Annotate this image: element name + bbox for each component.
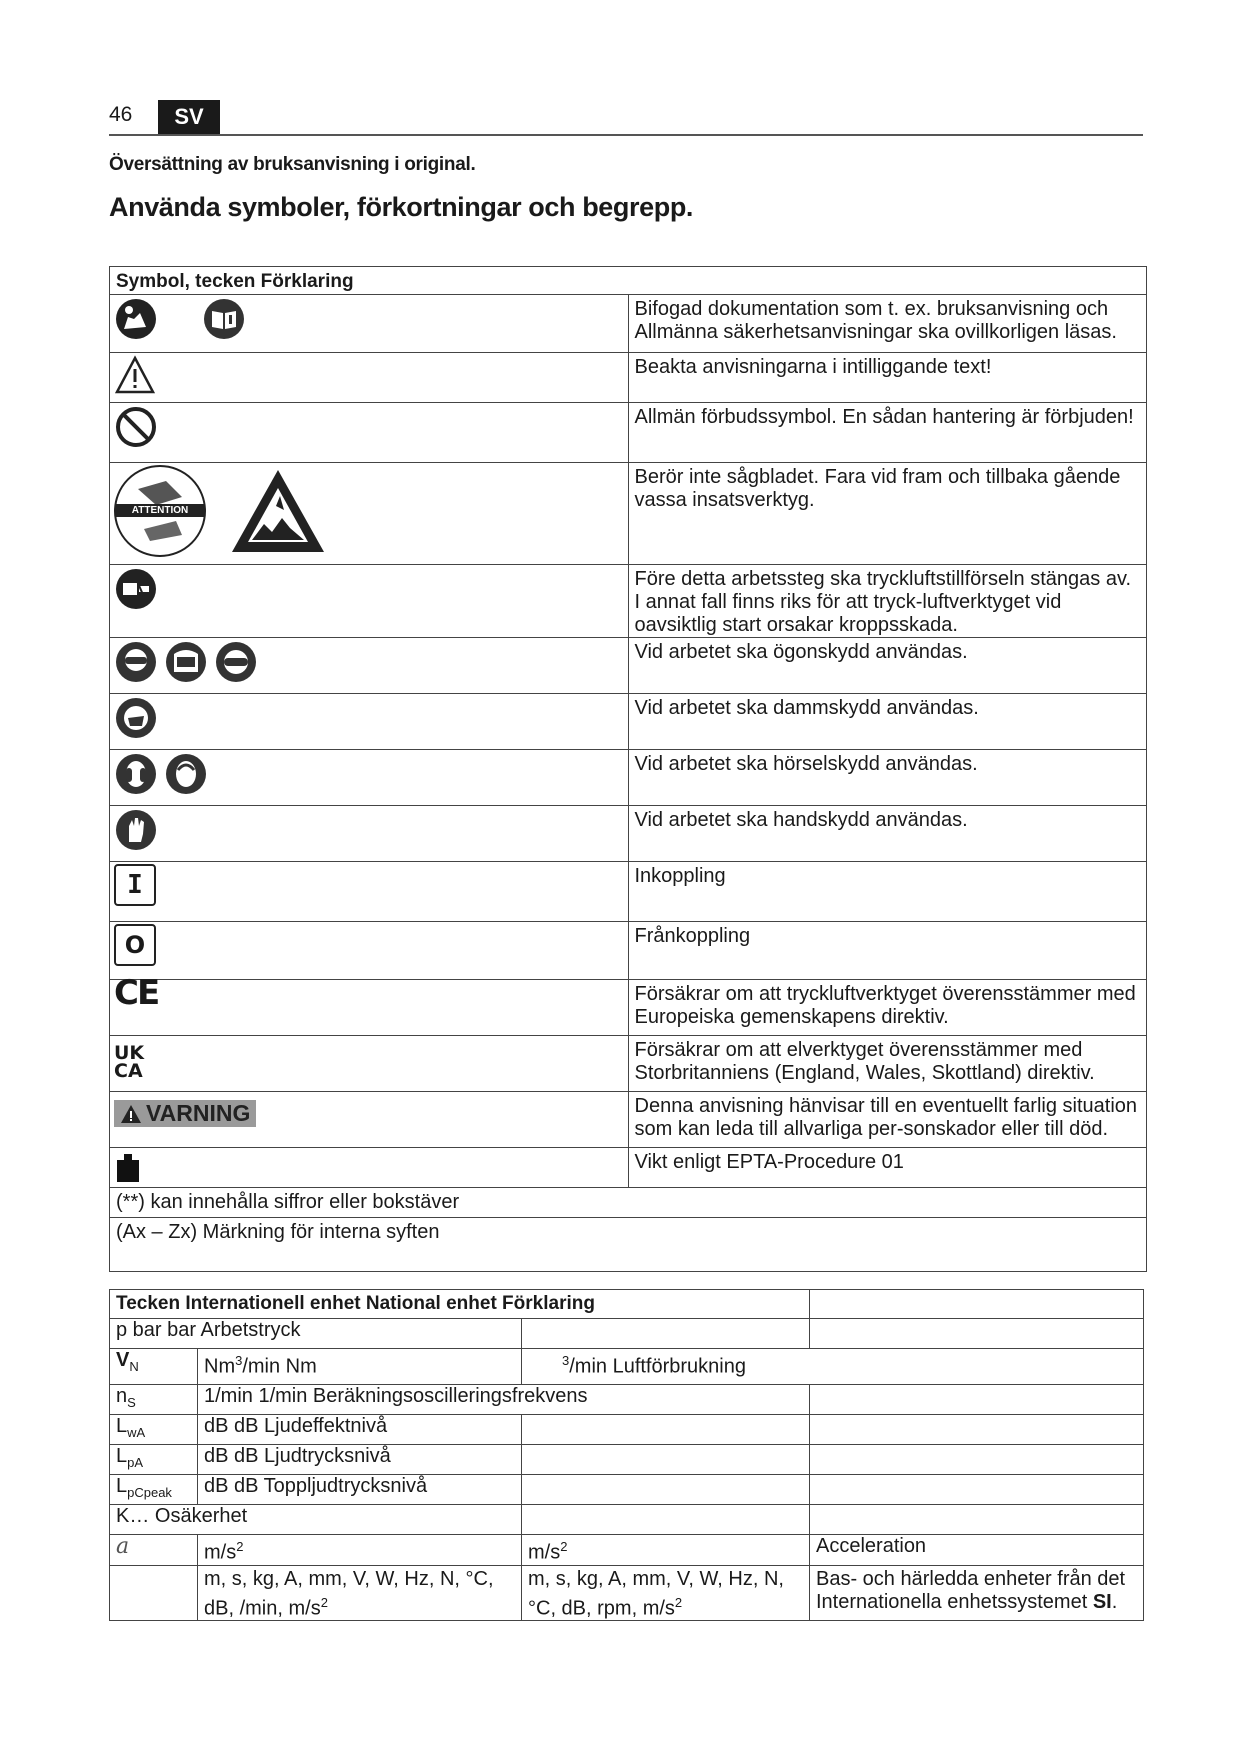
sign: n	[116, 1385, 128, 1407]
table-row	[110, 1535, 1144, 1566]
page-title: Använda symboler, förkortningar och begrepp.	[109, 192, 694, 222]
table-row	[110, 1505, 1144, 1535]
sign: L	[116, 1415, 128, 1437]
goggles-icon	[214, 640, 258, 684]
text: m/s	[204, 1541, 237, 1564]
table-row	[110, 1188, 1147, 1218]
power-off-icon: O	[114, 924, 156, 966]
sign-sub: S	[127, 1395, 136, 1410]
header-rule	[109, 134, 1143, 136]
table-row	[110, 1415, 1144, 1445]
sign-cell	[110, 1535, 198, 1566]
row-description: Beakta anvisningarna i intilliggande text!	[628, 353, 1147, 403]
row-description: Före detta arbetssteg ska tryckluftstillförseln stängas av. I annat fall finns riks för att tryck-luftverktyget vid oavsiktlig start orsakar kroppsskada.	[628, 565, 1147, 638]
intl-unit-cell	[198, 1349, 522, 1385]
sup: 2	[320, 1594, 328, 1610]
sign-sub: pCpeak	[127, 1485, 172, 1500]
symbols-table-header: Symbol, tecken Förklaring	[110, 267, 1147, 295]
ukca-bottom: CA	[114, 1060, 143, 1082]
sign: V	[116, 1349, 130, 1371]
row-description: Vid arbetet ska hörselskydd användas.	[628, 750, 1147, 806]
cutting-hazard-icon	[228, 466, 328, 556]
page-number: 46	[109, 103, 133, 126]
warning-label-text: VARNING	[146, 1100, 251, 1126]
row-description: Vid arbetet ska ögonskydd användas.	[628, 638, 1147, 694]
units-table-header: Tecken Internationell enhet National enhet Förklaring	[110, 1290, 810, 1319]
sup: 3	[235, 1353, 243, 1368]
sign-cell	[110, 1445, 198, 1475]
warning-triangle-icon	[114, 355, 156, 395]
row-description: Vikt enligt EPTA-Procedure 01	[628, 1148, 1147, 1188]
units-table	[109, 1289, 1144, 1621]
table-row	[110, 1148, 1147, 1188]
row-description: Vid arbetet ska handskydd användas.	[628, 806, 1147, 862]
table-row	[110, 1319, 1144, 1349]
explanation-cell: Acceleration	[810, 1535, 1144, 1566]
explanation-cell	[810, 1565, 1144, 1621]
row-uncertainty: K… Osäkerhet	[110, 1505, 522, 1535]
row-text: dB dB Toppljudtrycksnivå	[198, 1475, 522, 1505]
row-description: Försäkrar om att elverktyget överensstämmer med Storbritanniens (England, Wales, Skottland) direktiv.	[628, 1036, 1147, 1092]
table-row	[110, 806, 1147, 862]
ukca-top: UK	[114, 1042, 145, 1064]
intl-unit-cell	[198, 1565, 522, 1621]
sign-cell	[110, 1415, 198, 1445]
table-row	[110, 295, 1147, 353]
row-text: 1/min 1/min Beräkningsoscilleringsfrekvens	[198, 1385, 810, 1415]
ukca-mark-icon	[114, 1038, 624, 1080]
table-row	[110, 1565, 1144, 1621]
row-pressure: p bar bar Arbetstryck	[110, 1319, 522, 1349]
row-description: Inkoppling	[628, 862, 1147, 922]
warning-triangle-small-icon	[120, 1104, 142, 1124]
sign-cell	[110, 1565, 198, 1621]
national-unit-cell	[522, 1535, 810, 1566]
text: m/s	[528, 1541, 561, 1564]
national-unit-cell	[522, 1349, 1144, 1385]
gloves-icon	[114, 808, 158, 852]
table-row	[110, 1475, 1144, 1505]
table-row	[110, 750, 1147, 806]
sign: L	[116, 1445, 128, 1467]
row-description: Denna anvisning hänvisar till en eventuellt farlig situation som kan leda till allvarliga per-sonskador eller till död.	[628, 1092, 1147, 1148]
face-shield-icon	[164, 640, 208, 684]
text: m, s, kg, A, mm, V, W, Hz, N, °C, dB, rpm, m/s	[528, 1567, 784, 1620]
sign-cell	[110, 1385, 198, 1415]
note-marking: (Ax – Zx) Märkning för interna syften	[110, 1218, 1147, 1272]
warning-label-icon	[114, 1100, 256, 1127]
table-row	[110, 638, 1147, 694]
table-row	[110, 694, 1147, 750]
table-row	[110, 922, 1147, 980]
ce-mark-icon: CE	[114, 973, 159, 1013]
row-description: Försäkrar om att tryckluftverktyget överensstämmer med Europeiska gemenskapens direktiv.	[628, 980, 1147, 1036]
table-row	[110, 1290, 1144, 1319]
sup: 2	[236, 1539, 244, 1554]
attention-label: ATTENTION	[116, 504, 204, 517]
text: .	[1111, 1590, 1118, 1613]
subtitle: Översättning av bruksanvisning i original.	[109, 154, 476, 175]
sign-sub: N	[129, 1359, 139, 1374]
language-badge: SV	[158, 100, 220, 134]
table-row	[110, 862, 1147, 922]
sup: 2	[560, 1539, 568, 1554]
si-label: SI	[1092, 1590, 1112, 1613]
row-text: dB dB Ljudeffektnivå	[198, 1415, 522, 1445]
table-row	[110, 1349, 1144, 1385]
row-text: dB dB Ljudtrycksnivå	[198, 1445, 522, 1475]
intl-unit-cell	[198, 1535, 522, 1566]
sup: 2	[674, 1594, 683, 1610]
text: m, s, kg, A, mm, V, W, Hz, N, °C, dB, /min, m/s	[204, 1567, 494, 1620]
table-row	[110, 1092, 1147, 1148]
table-row	[110, 403, 1147, 463]
dust-mask-icon	[114, 696, 158, 740]
text: Bas- och härledda enheter från det Internationella enhetssystemet	[816, 1567, 1126, 1613]
table-row	[110, 1445, 1144, 1475]
read-manual-icon	[114, 297, 158, 341]
power-on-icon: I	[114, 864, 156, 906]
sign: L	[116, 1475, 128, 1497]
symbols-table	[109, 266, 1147, 1272]
sup: 3	[562, 1353, 570, 1368]
disconnect-air-icon	[114, 567, 158, 611]
row-description: Bifogad dokumentation som t. ex. bruksanvisning och Allmänna säkerhetsanvisningar ska ovillkorligen läsas.	[628, 295, 1147, 353]
table-row	[110, 1218, 1147, 1272]
table-row	[110, 353, 1147, 403]
table-row	[110, 565, 1147, 638]
table-row	[110, 463, 1147, 565]
sign-cell	[110, 1475, 198, 1505]
info-book-icon	[202, 297, 246, 341]
prohibition-icon	[114, 405, 158, 449]
sign-sub: wA	[127, 1425, 146, 1440]
text: /min Luftförbrukning	[569, 1355, 746, 1378]
national-unit-cell	[522, 1565, 810, 1621]
attention-blade-icon	[114, 465, 206, 557]
eye-protection-icon	[114, 640, 158, 684]
text: Nm	[204, 1355, 236, 1378]
table-row	[110, 1385, 1144, 1415]
ear-muffs-icon	[164, 752, 208, 796]
sign: a	[116, 1534, 130, 1559]
ear-protection-icon	[114, 752, 158, 796]
text: /min Nm	[242, 1355, 317, 1378]
row-description: Allmän förbudssymbol. En sådan hantering är förbjuden!	[628, 403, 1147, 463]
note-wildcard: (**) kan innehålla siffror eller bokstäver	[110, 1188, 1147, 1218]
row-description: Berör inte sågbladet. Fara vid fram och tillbaka gående vassa insatsverktyg.	[628, 463, 1147, 565]
row-description: Frånkoppling	[628, 922, 1147, 980]
table-row	[110, 1036, 1147, 1092]
table-row	[110, 980, 1147, 1036]
sign-cell	[110, 1349, 198, 1385]
weight-icon	[114, 1150, 142, 1184]
sign-sub: pA	[127, 1455, 144, 1470]
row-description: Vid arbetet ska dammskydd användas.	[628, 694, 1147, 750]
